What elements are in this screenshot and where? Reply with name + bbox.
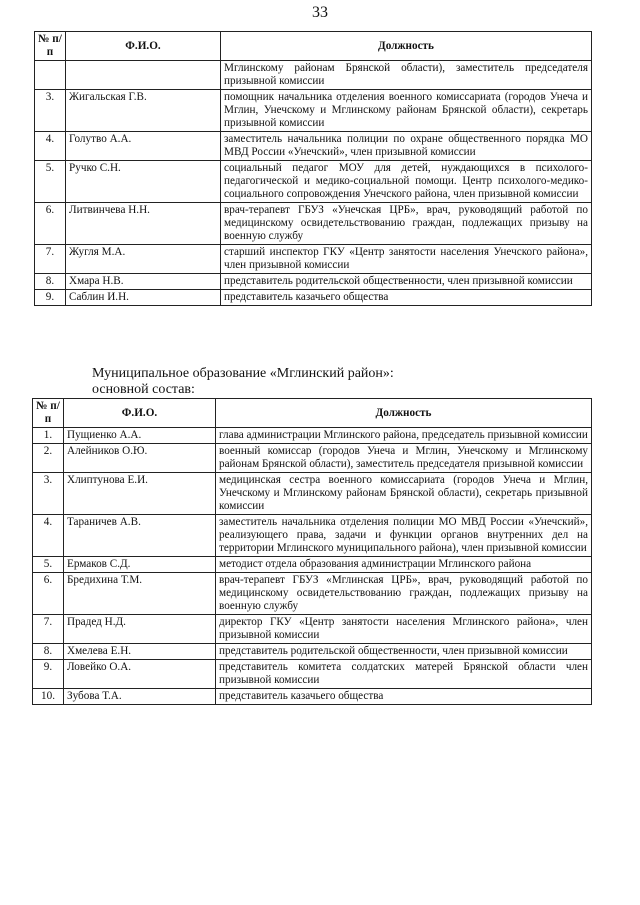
commission-table-mglin <box>32 398 592 705</box>
row-num: 8. <box>33 644 64 660</box>
row-name: Ловейко О.А. <box>64 660 216 689</box>
row-name: Саблин И.Н. <box>66 290 221 306</box>
commission-table-unecha <box>34 31 592 306</box>
row-position: заместитель начальника полиции по охране общественного порядка МО МВД России «Унечский», член призывной комиссии <box>221 132 592 161</box>
row-position: представитель комитета солдатских матерей Брянской области член призывной комиссии <box>216 660 592 689</box>
header-position: Должность <box>221 32 592 61</box>
row-name: Ермаков С.Д. <box>64 557 216 573</box>
table-header-row <box>35 32 592 61</box>
row-num: 7. <box>35 245 66 274</box>
row-name <box>66 61 221 90</box>
row-name: Литвинчева Н.Н. <box>66 203 221 245</box>
row-position: представитель родительской общественности, член призывной комиссии <box>221 274 592 290</box>
row-name: Бредихина Т.М. <box>64 573 216 615</box>
row-position: представитель казачьего общества <box>216 689 592 705</box>
row-num: 7. <box>33 615 64 644</box>
header-num: № п/п <box>33 399 64 428</box>
table-row <box>35 90 592 132</box>
table-row <box>33 473 592 515</box>
row-position: социальный педагог МОУ для детей, нуждающихся в психолого-педагогической и медико-социальной помощи. Центр психолого-медико-социального сопровождения Унечского района, член призывной комиссии <box>221 161 592 203</box>
table-row <box>33 428 592 444</box>
row-num: 3. <box>33 473 64 515</box>
row-name: Алейников О.Ю. <box>64 444 216 473</box>
row-position: заместитель начальника отделения полиции МО МВД России «Унечский», реализующего права, задачи и функции органов внутренних дел на территории Мглинского муниципального района), член призывной комиссии <box>216 515 592 557</box>
row-num: 4. <box>35 132 66 161</box>
row-num: 10. <box>33 689 64 705</box>
row-position: Мглинскому районам Брянской области), заместитель председателя призывной комиссии <box>221 61 592 90</box>
section-subtitle: основной состав: <box>92 382 195 397</box>
page-number: 33 <box>312 4 328 21</box>
table-row <box>33 515 592 557</box>
table-row <box>33 689 592 705</box>
row-position: методист отдела образования администрации Мглинского района <box>216 557 592 573</box>
row-num <box>35 61 66 90</box>
table-row <box>35 132 592 161</box>
row-num: 2. <box>33 444 64 473</box>
row-name: Ручко С.Н. <box>66 161 221 203</box>
row-name: Пущиенко А.А. <box>64 428 216 444</box>
table-header-row <box>33 399 592 428</box>
row-name: Голутво А.А. <box>66 132 221 161</box>
section-title: Муниципальное образование «Мглинский район»: <box>92 366 394 381</box>
table-row <box>33 660 592 689</box>
row-num: 9. <box>33 660 64 689</box>
row-position: помощник начальника отделения военного комиссариата (городов Унеча и Мглин, Унечскому и Мглинскому районам Брянской области), секретарь призывной комиссии <box>221 90 592 132</box>
row-num: 8. <box>35 274 66 290</box>
row-num: 9. <box>35 290 66 306</box>
row-num: 4. <box>33 515 64 557</box>
row-position: директор ГКУ «Центр занятости населения Мглинского района», член призывной комиссии <box>216 615 592 644</box>
row-num: 1. <box>33 428 64 444</box>
table-row <box>33 644 592 660</box>
row-name: Хмара Н.В. <box>66 274 221 290</box>
table-row <box>35 245 592 274</box>
row-position: представитель родительской общественности, член призывной комиссии <box>216 644 592 660</box>
header-num: № п/п <box>35 32 66 61</box>
row-position: врач-терапевт ГБУЗ «Унечская ЦРБ», врач, руководящий работой по медицинскому освидетельствованию граждан, подлежащих призыву на военную службу <box>221 203 592 245</box>
row-name: Хлиптунова Е.И. <box>64 473 216 515</box>
row-name: Прадед Н.Д. <box>64 615 216 644</box>
row-name: Зубова Т.А. <box>64 689 216 705</box>
row-name: Хмелева Е.Н. <box>64 644 216 660</box>
row-num: 3. <box>35 90 66 132</box>
header-name: Ф.И.О. <box>66 32 221 61</box>
row-position: медицинская сестра военного комиссариата (городов Унеча и Мглин, Унечскому и Мглинскому районам Брянской области), секретарь призывной комиссии <box>216 473 592 515</box>
row-num: 5. <box>33 557 64 573</box>
header-position: Должность <box>216 399 592 428</box>
table-row <box>35 161 592 203</box>
table-row <box>35 203 592 245</box>
row-num: 5. <box>35 161 66 203</box>
table-row <box>35 290 592 306</box>
row-position: военный комиссар (городов Унеча и Мглин, Унечскому и Мглинскому районам Брянской области), заместитель председателя призывной комиссии <box>216 444 592 473</box>
table-row <box>35 274 592 290</box>
row-position: старший инспектор ГКУ «Центр занятости населения Унечского района», член призывной комиссии <box>221 245 592 274</box>
table-row <box>33 573 592 615</box>
row-name: Тараничев А.В. <box>64 515 216 557</box>
row-num: 6. <box>35 203 66 245</box>
table-row <box>33 557 592 573</box>
table-row <box>33 444 592 473</box>
row-num: 6. <box>33 573 64 615</box>
row-name: Жигальская Г.В. <box>66 90 221 132</box>
table-row <box>35 61 592 90</box>
header-name: Ф.И.О. <box>64 399 216 428</box>
row-position: представитель казачьего общества <box>221 290 592 306</box>
row-position: врач-терапевт ГБУЗ «Мглинская ЦРБ», врач, руководящий работой по медицинскому освидетельствованию граждан, подлежащих призыву на военную службу <box>216 573 592 615</box>
table-row <box>33 615 592 644</box>
row-name: Жугля М.А. <box>66 245 221 274</box>
row-position: глава администрации Мглинского района, председатель призывной комиссии <box>216 428 592 444</box>
